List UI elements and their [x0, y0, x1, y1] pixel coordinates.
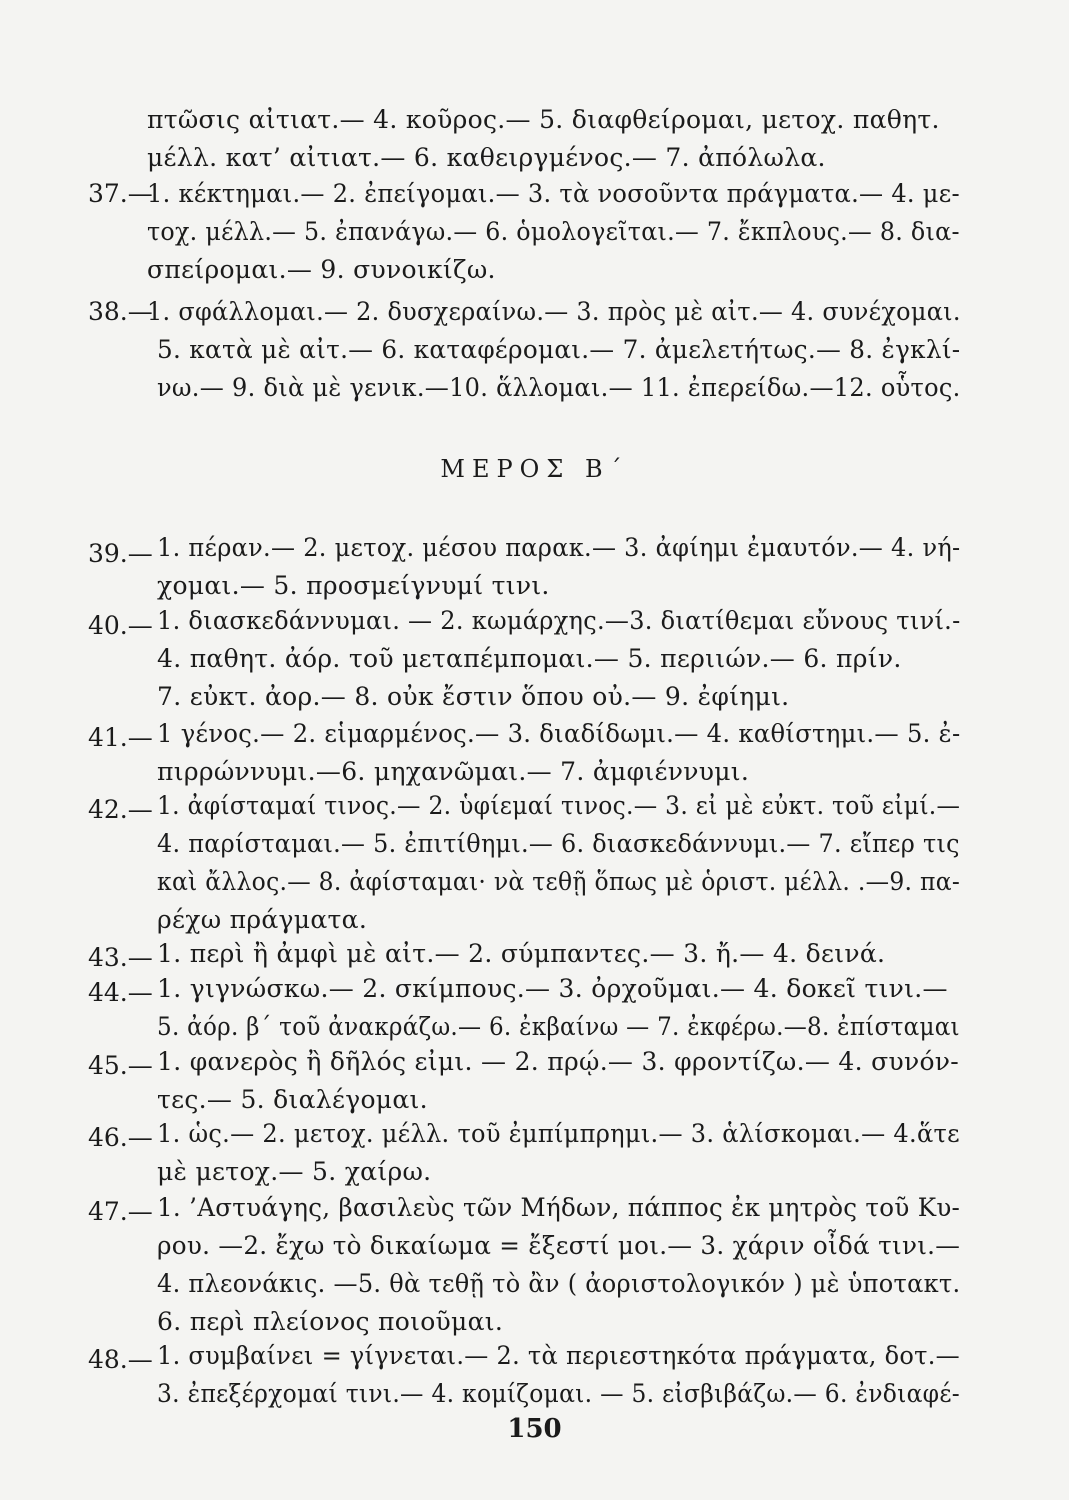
entry-line: καὶ ἄλλος.— 8. ἀφίσταμαι· νὰ τεθῇ ὅπως μὲ ὁριστ. μέλλ. .—9. πα- [157, 867, 961, 896]
entry-number: 44.— [88, 978, 153, 1007]
entry-line: τες.— 5. διαλέγομαι. [157, 1085, 428, 1114]
entry-line: σπείρομαι.— 9. συνοικίζω. [147, 255, 496, 284]
section-heading: ΜΕΡΟΣ Β΄ [440, 455, 629, 483]
entry-number: 37.— [88, 179, 153, 208]
entry-number: 41.— [88, 723, 153, 752]
entry-number: 46.— [88, 1123, 153, 1152]
entry-line: 1. φανερὸς ἢ δῆλός εἰμι. — 2. πρῴ.— 3. φροντίζω.— 4. συνόν- [157, 1047, 960, 1076]
entry-line: 7. εὐκτ. ἀορ.— 8. οὐκ ἔστιν ὅπου οὐ.— 9. ἐφίημι. [157, 682, 790, 711]
entry-number: 45.— [88, 1051, 153, 1080]
entry-line: τοχ. μέλλ.— 5. ἐπανάγω.— 6. ὁμολογεῖται.— 7. ἔκπλους.— 8. δια- [147, 217, 960, 246]
entry-line: χομαι.— 5. προσμείγνυμί τινι. [157, 571, 550, 600]
entry-line: 4. παρίσταμαι.— 5. ἐπιτίθημι.— 6. διασκεδάννυμι.— 7. εἴπερ τις [157, 829, 960, 858]
entry-line: 1. ’Αστυάγης, βασιλεὺς τῶν Μήδων, πάππος ἐκ μητρὸς τοῦ Κυ- [157, 1193, 961, 1222]
entry-line: 5. κατὰ μὲ αἰτ.— 6. καταφέρομαι.— 7. ἀμελετήτως.— 8. ἐγκλί- [157, 335, 961, 364]
intro-line: μέλλ. κατ’ αἰτιατ.— 6. καθειργμένος.— 7. ἀπόλωλα. [147, 143, 826, 172]
intro-line: πτῶσις αἰτιατ.— 4. κοῦρος.— 5. διαφθείρομαι, μετοχ. παθητ. [147, 105, 940, 134]
entry-number: 38.— [88, 297, 153, 326]
entry-line: ρέχω πράγματα. [157, 905, 368, 934]
entry-number: 39.— [88, 539, 153, 568]
entry-line: μὲ μετοχ.— 5. χαίρω. [157, 1157, 432, 1186]
entry-number: 43.— [88, 943, 153, 972]
entry-line: 1. πέραν.— 2. μετοχ. μέσου παρακ.— 3. ἀφίημι ἐμαυτόν.— 4. νή- [157, 533, 961, 562]
entry-line: 1. κέκτημαι.— 2. ἐπείγομαι.— 3. τὰ νοσοῦντα πράγματα.— 4. με- [147, 179, 960, 208]
entry-line: ρου. —2. ἔχω τὸ δικαίωμα = ἔξεστί μοι.— 3. χάριν οἶδά τινι.— [157, 1231, 961, 1260]
entry-number: 40.— [88, 611, 153, 640]
entry-number: 42.— [88, 795, 153, 824]
entry-line: 1. ἀφίσταμαί τινος.— 2. ὑφίεμαί τινος.— 3. εἰ μὲ εὐκτ. τοῦ εἰμί.— [157, 791, 961, 820]
entry-line: 1 γένος.— 2. εἱμαρμένος.— 3. διαδίδωμι.— 4. καθίστημι.— 5. ἐ- [157, 719, 961, 748]
entry-line: 1. γιγνώσκω.— 2. σκίμπους.— 3. ὀρχοῦμαι.— 4. δοκεῖ τινι.— [157, 974, 948, 1003]
entry-line: 6. περὶ πλείονος ποιοῦμαι. [157, 1307, 504, 1336]
entry-number: 47.— [88, 1197, 153, 1226]
entry-line: 1. σφάλλομαι.— 2. δυσχεραίνω.— 3. πρὸς μὲ αἰτ.— 4. συνέχομαι. [147, 297, 961, 326]
entry-line: 4. πλεονάκις. —5. θὰ τεθῇ τὸ ἂν ( ἀοριστολογικόν ) μὲ ὑποτακτ. [157, 1269, 961, 1298]
entry-line: 5. ἀόρ. β΄ τοῦ ἀνακράζω.— 6. ἐκβαίνω — 7. ἐκφέρω.—8. ἐπίσταμαι [157, 1012, 960, 1041]
page-number: 150 [507, 1414, 562, 1444]
entry-line: 3. ἐπεξέρχομαί τινι.— 4. κομίζομαι. — 5. εἰσβιβάζω.— 6. ἐνδιαφέ- [157, 1379, 960, 1408]
entry-line: 1. διασκεδάννυμαι. — 2. κωμάρχης.—3. διατίθεμαι εὔνους τινί.- [157, 606, 961, 635]
entry-line: 4. παθητ. ἀόρ. τοῦ μεταπέμπομαι.— 5. περιιών.— 6. πρίν. [157, 644, 902, 673]
entry-line: 1. συμβαίνει = γίγνεται.— 2. τὰ περιεστηκότα πράγματα, δοτ.— [157, 1341, 960, 1370]
entry-line: 1. περὶ ἢ ἀμφὶ μὲ αἰτ.— 2. σύμπαντες.— 3. ἤ.— 4. δεινά. [157, 939, 886, 968]
entry-number: 48.— [88, 1345, 153, 1374]
entry-line: νω.— 9. διὰ μὲ γενικ.—10. ἅλλομαι.— 11. ἐπερείδω.—12. οὗτος. [157, 373, 961, 402]
entry-line: 1. ὡς.— 2. μετοχ. μέλλ. τοῦ ἐμπίμπρημι.— 3. ἁλίσκομαι.— 4.ἅτε [157, 1119, 960, 1148]
entry-line: πιρρώννυμι.—6. μηχανῶμαι.— 7. ἀμφιέννυμι. [157, 757, 750, 786]
